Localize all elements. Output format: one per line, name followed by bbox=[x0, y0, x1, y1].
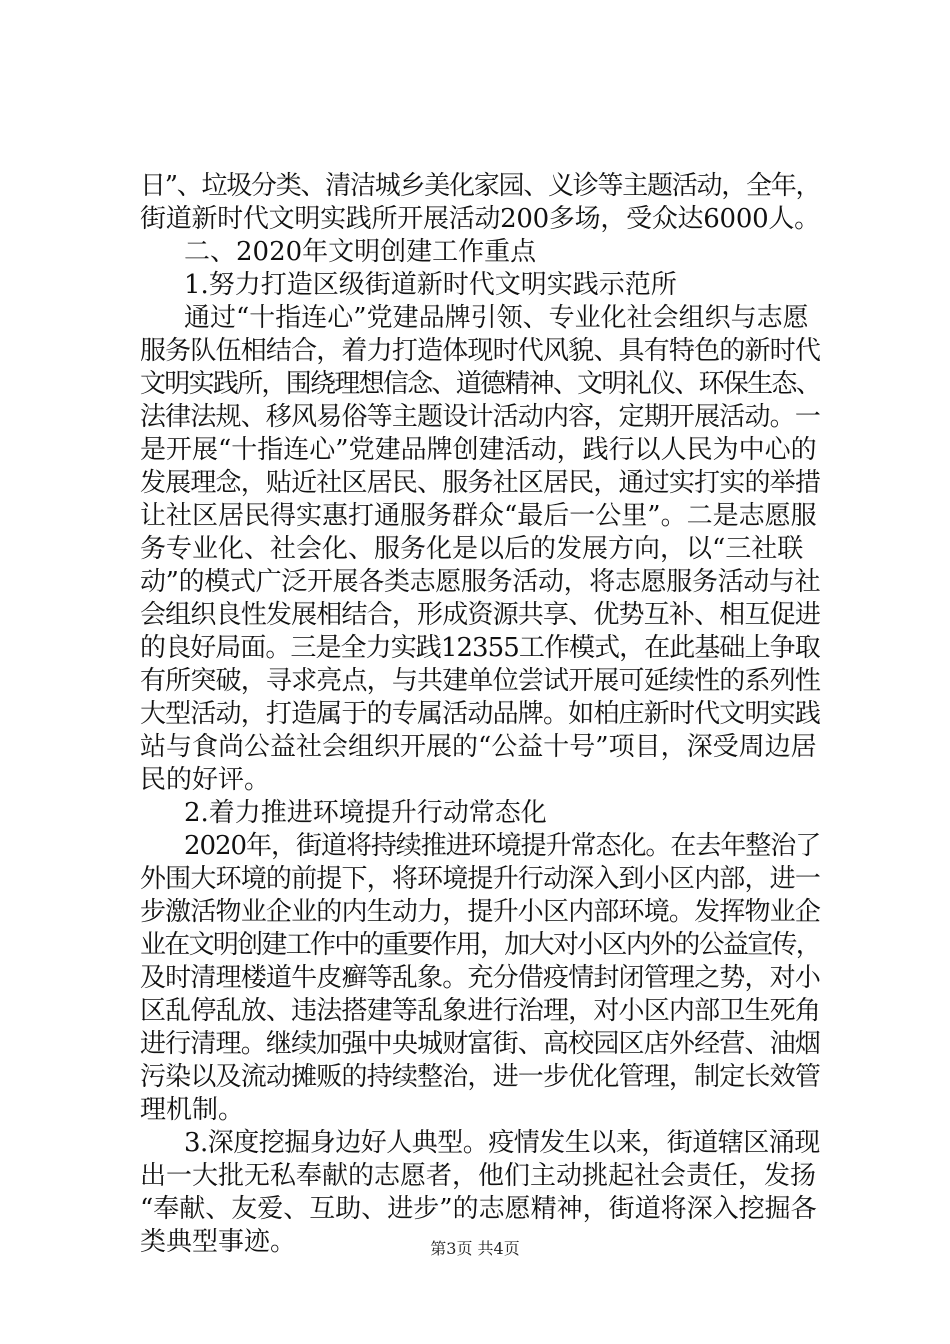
text-line: 类典型事迹。 bbox=[140, 1227, 297, 1257]
text-line: 发展理念，贴近社区居民、服务社区居民，通过实打实的举措 bbox=[140, 468, 821, 498]
text-line: 2.着力推进环境提升行动常态化 bbox=[184, 798, 547, 828]
text-line: 及时清理楼道牛皮癣等乱象。充分借疫情封闭管理之势，对小 bbox=[140, 963, 821, 993]
text-line: 二、2020年文明创建工作重点 bbox=[184, 237, 537, 267]
text-line: 会组织良性发展相结合，形成资源共享、优势互补、相互促进 bbox=[140, 600, 821, 630]
text-line: 区乱停乱放、违法搭建等乱象进行治理，对小区内部卫生死角 bbox=[140, 996, 821, 1026]
text-line: 民的好评。 bbox=[140, 765, 271, 795]
text-line: 步激活物业企业的内生动力，提升小区内部环境。发挥物业企 bbox=[140, 897, 821, 927]
text-line: 通过“十指连心”党建品牌引领、专业化社会组织与志愿 bbox=[184, 303, 809, 333]
text-line: 进行清理。继续加强中央城财富街、高校园区店外经营、油烟 bbox=[140, 1029, 821, 1059]
text-line: 文明实践所，围绕理想信念、道德精神、文明礼仪、环保生态、 bbox=[140, 369, 821, 399]
text-line: 服务队伍相结合，着力打造体现时代风貌、具有特色的新时代 bbox=[140, 336, 821, 366]
document-body bbox=[140, 170, 820, 1259]
text-line: 务专业化、社会化、服务化是以后的发展方向，以“三社联 bbox=[140, 534, 804, 564]
text-line: 的良好局面。三是全力实践12355工作模式，在此基础上争取 bbox=[140, 633, 820, 663]
text-line: 是开展“十指连心”党建品牌创建活动，践行以人民为中心的 bbox=[140, 435, 817, 465]
text-line: 法律法规、移风易俗等主题设计活动内容，定期开展活动。一 bbox=[140, 402, 821, 432]
text-line: 站与食尚公益社会组织开展的“公益十号”项目，深受周边居 bbox=[140, 732, 817, 762]
page-footer: 第3页 共4页 bbox=[430, 1239, 520, 1258]
text-line: 1.努力打造区级街道新时代文明实践示范所 bbox=[184, 270, 677, 300]
text-line: 让社区居民得实惠打通服务群众“最后一公里”。二是志愿服 bbox=[140, 501, 817, 531]
text-line: 有所突破，寻求亮点，与共建单位尝试开展可延续性的系列性 bbox=[140, 666, 821, 696]
text-line: 日”、垃圾分类、清洁城乡美化家园、义诊等主题活动，全年， bbox=[140, 171, 821, 201]
text-line: 外围大环境的前提下，将环境提升行动深入到小区内部，进一 bbox=[140, 864, 821, 894]
text-line: 大型活动，打造属于的专属活动品牌。如柏庄新时代文明实践 bbox=[140, 699, 821, 729]
text-line: 动”的模式广泛开展各类志愿服务活动，将志愿服务活动与社 bbox=[140, 567, 821, 597]
text-line: 理机制。 bbox=[140, 1095, 245, 1125]
text-line: 3.深度挖掘身边好人典型。疫情发生以来，街道辖区涌现 bbox=[184, 1128, 820, 1158]
text-line: 污染以及流动摊贩的持续整治，进一步优化管理，制定长效管 bbox=[140, 1062, 821, 1092]
text-line: 街道新时代文明实践所开展活动200多场，受众达6000人。 bbox=[140, 204, 820, 234]
text-line: 2020年，街道将持续推进环境提升常态化。在去年整治了 bbox=[184, 831, 821, 861]
text-line: “奉献、友爱、互助、进步”的志愿精神，街道将深入挖掘各 bbox=[140, 1194, 817, 1224]
text-line: 业在文明创建工作中的重要作用，加大对小区内外的公益宣传， bbox=[140, 930, 821, 960]
text-line: 出一大批无私奉献的志愿者，他们主动挑起社会责任，发扬 bbox=[140, 1161, 817, 1191]
